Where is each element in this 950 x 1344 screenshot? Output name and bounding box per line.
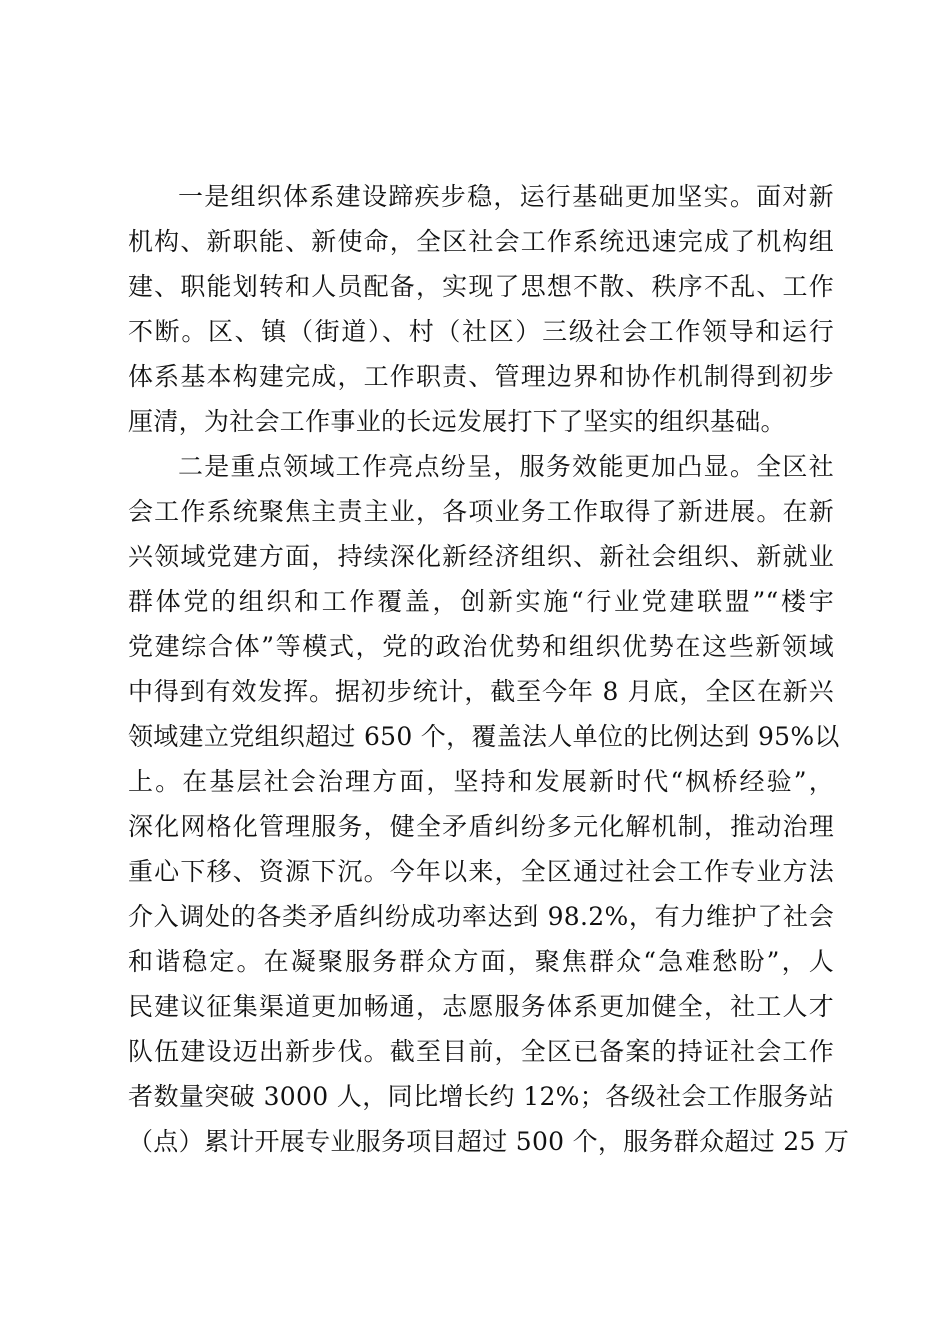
paragraph-2-line-10: 重心下移、资源下沉。今年以来，全区通过社会工作专业方法	[128, 857, 834, 886]
paragraph-2-line-1: 二是重点领域工作亮点纷呈，服务效能更加凸显。全区社	[178, 452, 834, 481]
paragraph-2-line-16: （点）累计开展专业服务项目超过 500 个，服务群众超过 25 万	[128, 1127, 850, 1156]
paragraph-1-line-1: 一是组织体系建设蹄疾步稳，运行基础更加坚实。面对新	[178, 182, 834, 211]
document-body	[128, 174, 850, 1164]
paragraph-2-line-5: 党建综合体”等模式，党的政治优势和组织优势在这些新领域	[128, 632, 834, 661]
paragraph-2-line-12: 和谐稳定。在凝聚服务群众方面，聚焦群众“急难愁盼”，人	[128, 947, 834, 976]
paragraph-1-line-5: 体系基本构建完成，工作职责、管理边界和协作机制得到初步	[128, 362, 834, 391]
paragraph-2-line-14: 队伍建设迈出新步伐。截至目前，全区已备案的持证社会工作	[128, 1037, 834, 1066]
paragraph-2-line-7: 领域建立党组织超过 650 个，覆盖法人单位的比例达到 95%以	[128, 722, 840, 751]
paragraph-2-line-13: 民建议征集渠道更加畅通，志愿服务体系更加健全，社工人才	[128, 992, 834, 1021]
paragraph-2-line-6: 中得到有效发挥。据初步统计，截至今年 8 月底，全区在新兴	[128, 677, 834, 706]
paragraph-2-line-9: 深化网格化管理服务，健全矛盾纠纷多元化解机制，推动治理	[128, 812, 834, 841]
paragraph-1-line-6: 厘清，为社会工作事业的长远发展打下了坚实的组织基础。	[128, 407, 786, 436]
paragraph-2-line-15: 者数量突破 3000 人，同比增长约 12%；各级社会工作服务站	[128, 1082, 834, 1111]
paragraph-1-line-2: 机构、新职能、新使命，全区社会工作系统迅速完成了机构组	[128, 227, 834, 256]
paragraph-1-line-3: 建、职能划转和人员配备，实现了思想不散、秩序不乱、工作	[128, 272, 834, 301]
paragraph-2-line-4: 群体党的组织和工作覆盖，创新实施“行业党建联盟”“楼宇	[128, 587, 834, 616]
paragraph-2-line-8: 上。在基层社会治理方面，坚持和发展新时代“枫桥经验”，	[128, 767, 834, 796]
paragraph-2-line-11: 介入调处的各类矛盾纠纷成功率达到 98.2%，有力维护了社会	[128, 902, 834, 931]
paragraph-2-line-3: 兴领域党建方面，持续深化新经济组织、新社会组织、新就业	[128, 542, 834, 571]
paragraph-2-line-2: 会工作系统聚焦主责主业，各项业务工作取得了新进展。在新	[128, 497, 834, 526]
paragraph-1-line-4: 不断。区、镇（街道）、村（社区）三级社会工作领导和运行	[128, 317, 834, 346]
